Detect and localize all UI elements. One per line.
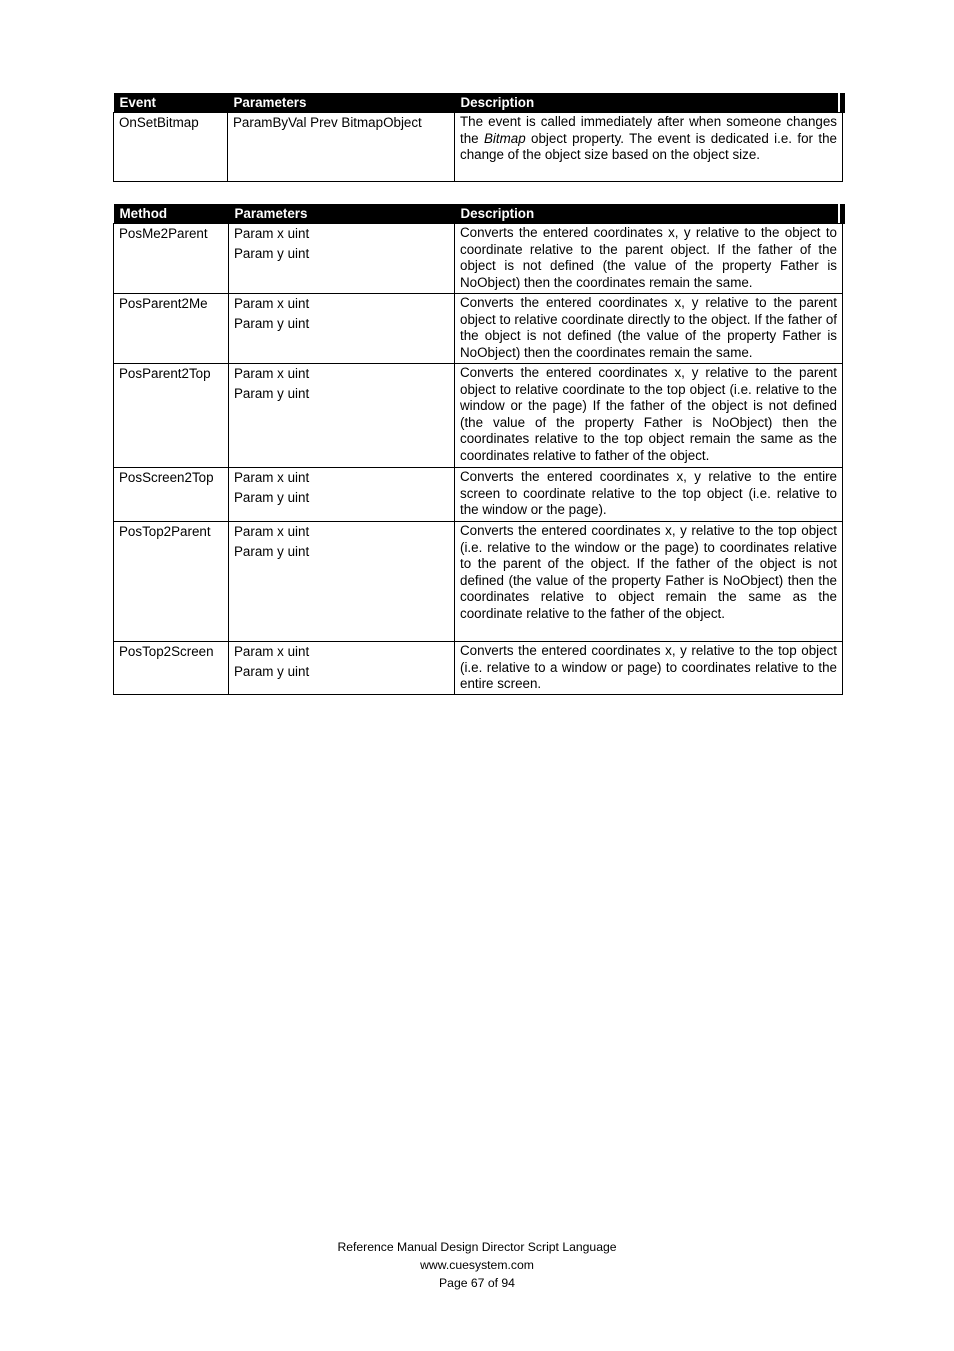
footer-website: www.cuesystem.com: [420, 1258, 534, 1272]
desc-emphasis: Bitmap: [483, 130, 526, 146]
table-row: [114, 113, 843, 182]
param-line: Param x uint: [234, 524, 310, 539]
param-line: Param x uint: [234, 470, 310, 485]
methods-table: [113, 204, 845, 695]
method-params: [229, 522, 455, 642]
table-row: [114, 224, 843, 294]
method-params: [229, 364, 455, 468]
param-line: Param y uint: [234, 490, 310, 505]
page-footer: [0, 1238, 954, 1292]
param-line: Param x uint: [234, 644, 310, 659]
method-description: Converts the entered coordinates x, y relative to the top object (i.e. relative to a window or page) to coordinates relative to the entire screen.: [455, 642, 843, 695]
method-params: [229, 468, 455, 522]
header-description: Description: [455, 93, 843, 113]
table-row: [114, 468, 843, 522]
header-description: Description: [455, 204, 843, 224]
param-line: Param x uint: [234, 296, 310, 311]
table-row: [114, 642, 843, 695]
desc-text: The event is called immediately after when someone changes the: [460, 114, 837, 146]
header-parameters: Parameters: [228, 93, 455, 113]
methods-header-row: [114, 204, 843, 224]
method-description: Converts the entered coordinates x, y relative to the object to coordinate relative to the parent object. If the father of the object is not defined (the value of the property Father is NoObject) then the coordinates remain the same.: [455, 224, 843, 294]
method-name: PosParent2Top: [114, 364, 229, 468]
desc-text: object property. The event is dedicated i.e. for the change of the object size based on the object size.: [460, 130, 837, 162]
method-params: [229, 294, 455, 364]
event-name: OnSetBitmap: [114, 113, 228, 182]
event-description: [455, 113, 843, 182]
header-parameters: Parameters: [229, 204, 455, 224]
table-row: [114, 294, 843, 364]
method-description: Converts the entered coordinates x, y relative to the top object (i.e. relative to the window or the page) to coordinates relative to the parent of the object. If the father of the object is not defined (the value of the property Father is NoObject) then the coordinates relative to object remain the same as the coordinate relative to the father of the object.: [455, 522, 843, 642]
method-params: [229, 642, 455, 695]
method-name: PosTop2Screen: [114, 642, 229, 695]
table-row: [114, 364, 843, 468]
method-name: PosMe2Parent: [114, 224, 229, 294]
method-description: Converts the entered coordinates x, y relative to the entire screen to coordinate relative to the top object (i.e. relative to the window or the page).: [455, 468, 843, 522]
method-name: PosTop2Parent: [114, 522, 229, 642]
table-row: [114, 522, 843, 642]
method-name: PosParent2Me: [114, 294, 229, 364]
method-params: [229, 224, 455, 294]
param-line: Param y uint: [234, 246, 310, 261]
method-name: PosScreen2Top: [114, 468, 229, 522]
footer-page-number: Page 67 of 94: [439, 1276, 515, 1290]
events-table: [113, 93, 845, 182]
event-params: ParamByVal Prev BitmapObject: [228, 113, 455, 182]
param-line: Param y uint: [234, 316, 310, 331]
header-event: Event: [114, 93, 228, 113]
header-method: Method: [114, 204, 229, 224]
param-line: Param y uint: [234, 386, 310, 401]
param-line: Param y uint: [234, 544, 310, 559]
param-line: Param x uint: [234, 226, 310, 241]
events-header-row: [114, 93, 843, 113]
param-line: Param y uint: [234, 664, 310, 679]
footer-title: Reference Manual Design Director Script Language: [337, 1240, 617, 1254]
method-description: Converts the entered coordinates x, y relative to the parent object to relative coordinate directly to the object. If the father of the object is not defined (the value of the property Father is NoObject) then the coordinates remain the same.: [455, 294, 843, 364]
param-line: Param x uint: [234, 366, 310, 381]
method-description: Converts the entered coordinates x, y relative to the parent object to relative coordinate to the top object (i.e. relative to the window or the page) If the father of the object is not defined (the value of the property Father is NoObject) then the coordinates relative to the top object remain the same as the coordinates relative to father of the object.: [455, 364, 843, 468]
